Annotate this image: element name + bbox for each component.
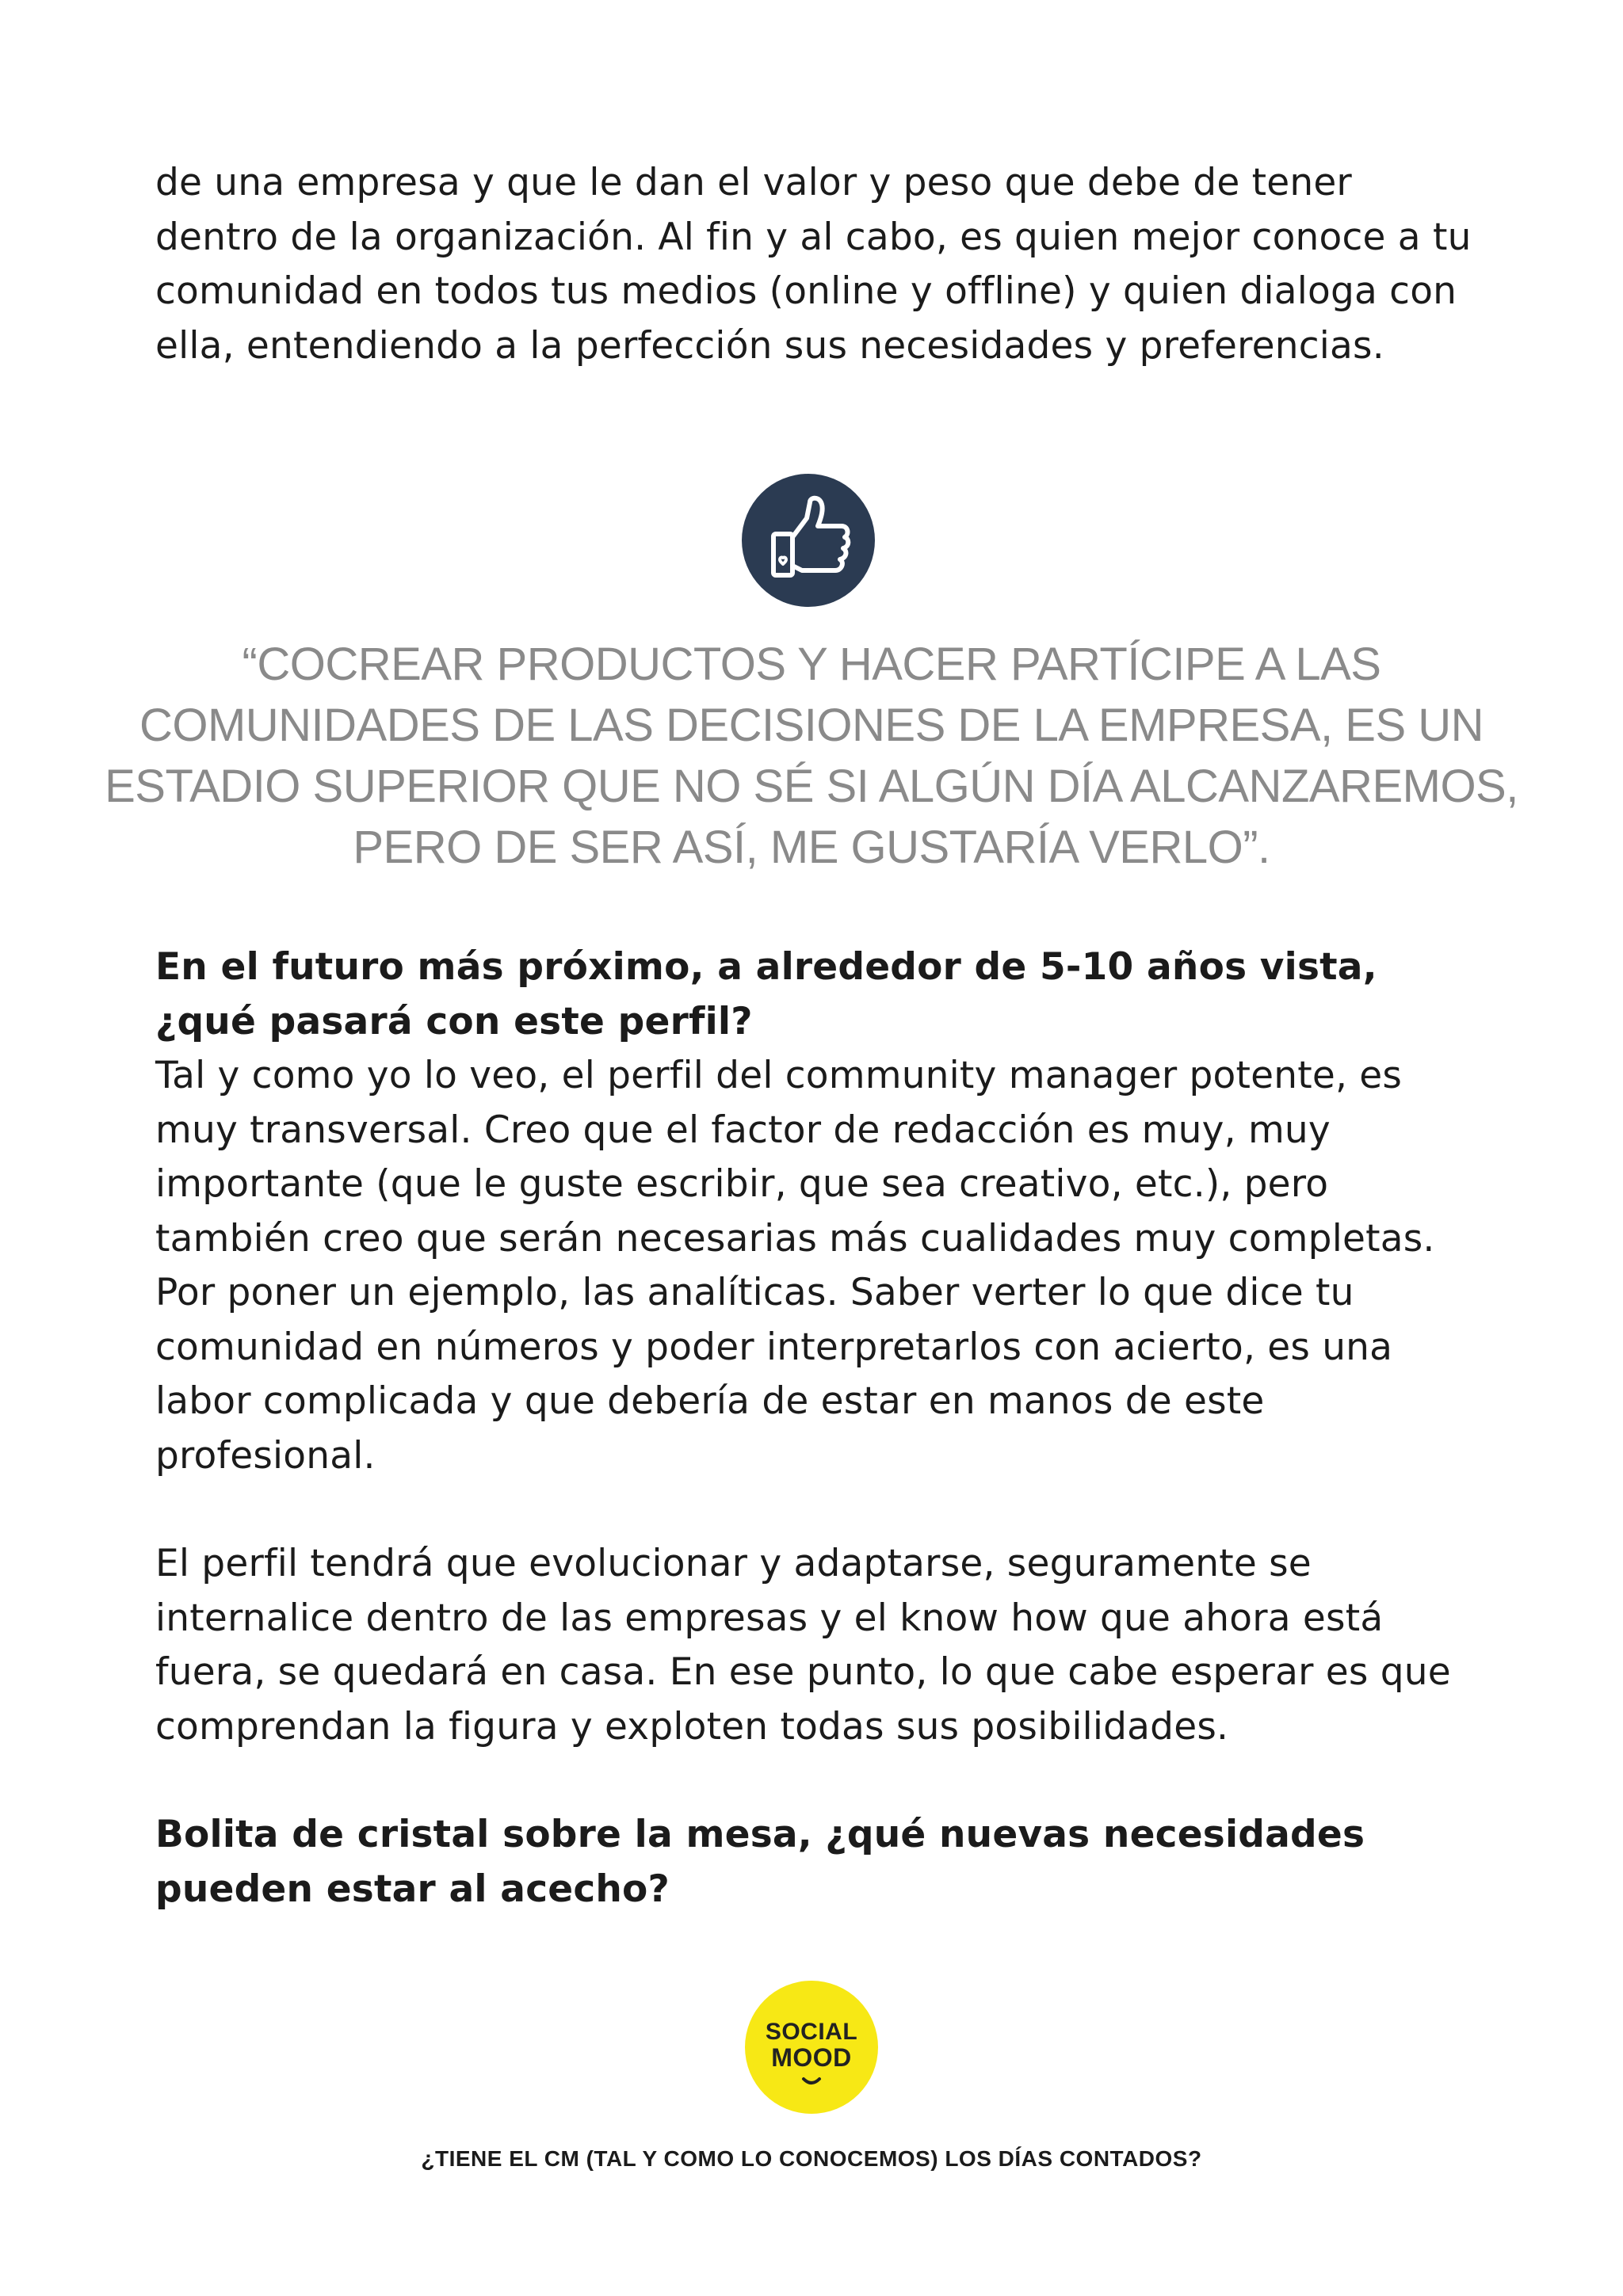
thumbs-up-icon bbox=[742, 474, 875, 607]
pull-quote: “COCREAR PRODUCTOS Y HACER PARTÍCIPE A LAS COMUNIDADES DE LAS DECISIONES DE LA EMPRESA, ES UN ESTADIO SUPERIOR QUE NO SÉ SI ALGÚN DÍA ALCANZAREMOS, PERO DE SER ASÍ, ME GUSTARÍA VERLO”. bbox=[105, 639, 1518, 873]
logo-word-mood: MOOD bbox=[771, 2043, 852, 2072]
logo-word-social: SOCIAL bbox=[765, 2019, 858, 2045]
answer-paragraph-2: El perfil tendrá que evolucionar y adaptarse, seguramente se internalice dentro de las empresas y el know how que ahora está fuera, se quedará en casa. En ese punto, lo que cabe esperar es que comprendan la figura y exploten todas sus posibilidades. bbox=[155, 1542, 1451, 1749]
answer-paragraph-1: Tal y como yo lo veo, el perfil del community manager potente, es muy transversal. Creo que el factor de redacción es muy, muy importante (que le guste escribir, que sea creativo, etc.), pero también creo que serán necesarias más cualidades muy completas. Por poner un ejemplo, las analíticas. Saber verter lo que dice tu comunidad en números y poder interpretarlos con acierto, es una labor complicada y que debería de estar en manos de este profesional. bbox=[155, 1054, 1435, 1478]
social-mood-logo bbox=[745, 1981, 878, 2114]
question-heading-2: Bolita de cristal sobre la mesa, ¿qué nuevas necesidades pueden estar al acecho? bbox=[155, 1813, 1365, 1911]
intro-paragraph: de una empresa y que le dan el valor y peso que debe de tener dentro de la organización. Al fin y al cabo, es quien mejor conoce a tu comunidad en todos tus medios (online y offline) y quien dialoga con ella, entendiendo a la perfección sus necesidades y preferencias. bbox=[155, 161, 1472, 368]
footer-title: ¿TIENE EL CM (TAL Y COMO LO CONOCEMOS) LOS DÍAS CONTADOS? bbox=[421, 2146, 1202, 2171]
question-heading-1: En el futuro más próximo, a alrededor de 5-10 años vista, ¿qué pasará con este perfil? bbox=[155, 945, 1377, 1043]
logo-smile-icon bbox=[745, 1981, 878, 2114]
